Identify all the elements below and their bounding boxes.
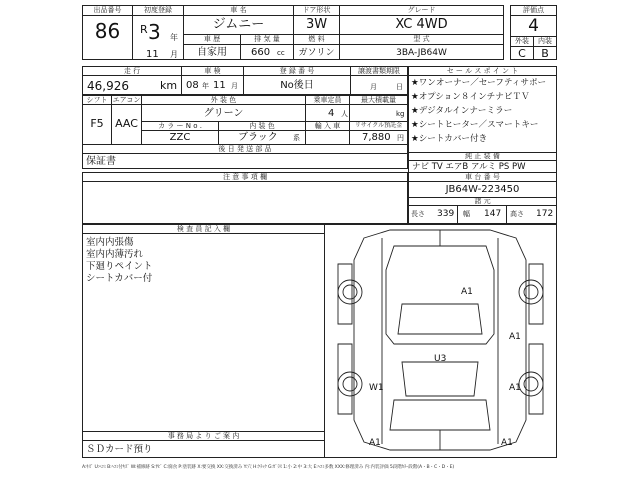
car-name: ジムニー: [212, 17, 265, 32]
capacity: 4: [328, 108, 335, 119]
sales-point-item: ★シートカバー付き: [411, 134, 488, 144]
int-grade: B: [541, 47, 549, 60]
intcolor-label: 内 装 色: [249, 122, 275, 130]
int-label: 内装: [538, 37, 552, 45]
grade: XC 4WD: [395, 17, 448, 32]
inspect-label: 車 検: [204, 67, 221, 75]
sales-point-item: ★デジタルインナーミラー: [411, 106, 513, 116]
fuel: ガソリン: [298, 48, 335, 58]
reg-year-unit: 年: [170, 33, 178, 42]
later-docs: 保証書: [86, 156, 116, 167]
height-label: 高さ: [510, 210, 524, 218]
mileage: 46,926: [87, 79, 129, 93]
sales-point-item: ★シートヒーター／スマートキー: [411, 120, 539, 130]
use: 自家用: [197, 47, 227, 58]
damage-mark: A1: [461, 287, 473, 297]
capacity-label: 乗車定員: [313, 96, 342, 104]
inspect-month-unit: 月: [231, 82, 238, 90]
cc: 660: [251, 47, 271, 58]
reg-year: 3: [148, 20, 161, 44]
doc-deadline-label: 譲渡書類期限: [358, 67, 400, 75]
height: 172: [536, 209, 554, 219]
inspector-label: 検 査 員 記 入 欄: [176, 225, 231, 233]
intcolor: ブラック: [238, 132, 278, 143]
later-docs-label: 後 日 発 送 部 品: [218, 145, 272, 153]
lot-label: 出品番号: [93, 6, 122, 14]
car-diagram: [324, 224, 557, 458]
doc-deadline-month-unit: 月: [370, 83, 377, 91]
width-label: 幅: [463, 210, 470, 218]
inspect-year-unit: 年: [202, 82, 209, 90]
mileage-label: 走 行: [123, 67, 141, 75]
chassis-number: JB64W-223450: [445, 184, 520, 195]
grade-label: グレード: [407, 6, 436, 14]
color-label: 外 装 色: [210, 96, 237, 104]
door-label: ドア形状: [302, 6, 331, 14]
equipment: ナビ TV エアB アルミ PS PW: [412, 162, 526, 172]
recycle-unit: 円: [397, 134, 404, 142]
shift: F5: [90, 117, 104, 130]
sales-point-item: ★オプション８インチナビＴＶ: [411, 92, 530, 102]
model: 3BA-JB64W: [396, 48, 447, 58]
intcolor-suffix: 系: [293, 134, 300, 142]
ext-grade: C: [518, 47, 526, 60]
import-label: 輸 入 車: [314, 122, 341, 130]
sales-point-item: ★ワンオーナー／セーフティサポー: [411, 78, 547, 88]
reg-era: R: [140, 23, 148, 36]
office-note: ＳＤカード預り: [86, 444, 153, 455]
load-unit: kg: [396, 110, 405, 118]
regno-label: 登 録 番 号: [279, 67, 315, 75]
inspector-line: 室内内薄汚れ: [86, 249, 144, 260]
load-label: 最大積載量: [361, 96, 396, 104]
ac-label: エアコン: [112, 96, 141, 104]
recycle: 7,880: [362, 132, 391, 143]
damage-mark: W1: [369, 383, 384, 393]
reg-month-unit: 月: [170, 50, 178, 59]
regno: No後日: [280, 80, 314, 91]
damage-mark: A1: [509, 332, 521, 342]
model-label: 型 式: [413, 35, 430, 43]
ac: AAC: [115, 117, 138, 130]
inspector-line: シートカバー付: [86, 273, 153, 284]
car-name-label: 車 名: [230, 6, 247, 14]
damage-mark: A1: [369, 438, 381, 448]
reg-month: 11: [146, 49, 159, 60]
inspect-year: 08: [186, 80, 199, 91]
width: 147: [484, 209, 502, 219]
reg-label: 初度登録: [144, 6, 172, 14]
color: グリーン: [203, 108, 244, 119]
colorno: ZZC: [169, 132, 191, 143]
score: 4: [528, 16, 539, 36]
cc-unit: cc: [277, 49, 285, 57]
mileage-unit: km: [160, 79, 178, 92]
sales-point-label: セ ー ル ス ポ イ ン ト: [446, 67, 519, 75]
damage-mark: A1: [501, 438, 513, 448]
ext-label: 外装: [515, 37, 529, 45]
damage-mark: A1: [509, 383, 521, 393]
use-label: 車 歴: [203, 35, 221, 43]
length-label: 長さ: [411, 210, 425, 218]
chassis-label: 車 台 番 号: [465, 173, 500, 181]
office-label: 事 務 局 よ り ご 案 内: [167, 432, 240, 440]
cc-label: 排 気 量: [254, 35, 280, 43]
equipment-label: 純 正 装 備: [465, 152, 500, 160]
fuel-label: 燃 料: [308, 35, 325, 43]
inspector-line: 下廻りペイント: [86, 261, 153, 272]
doc-deadline-day-unit: 日: [396, 83, 403, 91]
capacity-unit: 人: [341, 110, 348, 118]
colorno-label: カ ラ ー N o .: [158, 122, 202, 130]
notes-label: 注 意 事 項 欄: [223, 173, 267, 181]
door-type: 3W: [305, 17, 328, 32]
score-label: 評価点: [523, 6, 544, 14]
shift-label: シフト: [86, 96, 108, 104]
damage-mark: U3: [434, 354, 447, 364]
inspect-month: 11: [213, 80, 226, 91]
length: 339: [437, 209, 455, 219]
size-label: 諸 元: [474, 197, 491, 205]
inspector-line: 室内内張傷: [86, 237, 134, 248]
legend: A:ｷｽﾞ U:ﾍｺﾐ B:ﾍｺﾐ付ｷｽﾞ W:補修跡 S:ｻﾋﾞ C:腐食 P:塗装跡 X:要交換 XX:交換済み Y:穴 H:ｸﾗｯｸ G:ｶﾞﾗｽ 1:小 2:中 3:大 E:ﾍｺﾐ多数 XXX:修理済み 内:内装評価 5段階ｶﾗｰ段階(A・B・C・D・E): [82, 465, 455, 470]
recycle-label: リサイクル預託金: [354, 122, 403, 129]
lot-number: 86: [94, 19, 121, 43]
